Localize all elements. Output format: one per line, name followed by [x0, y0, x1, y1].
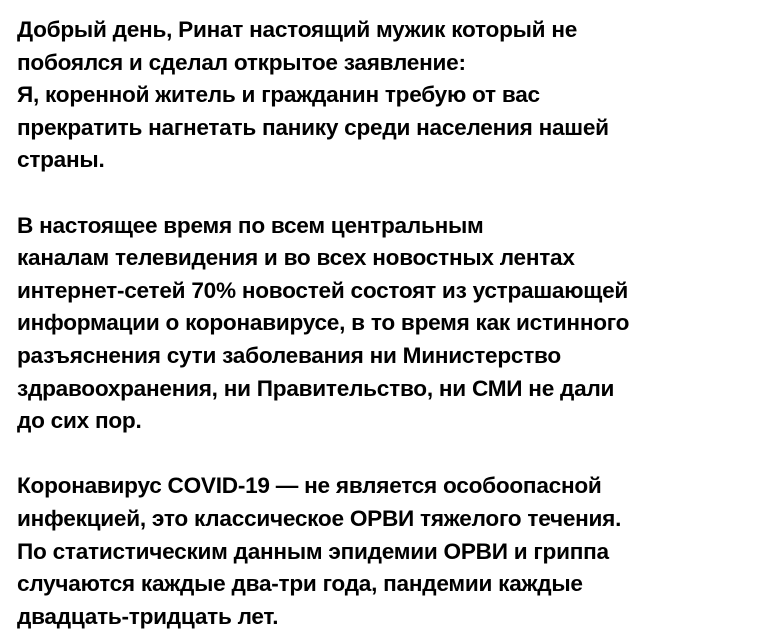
- text-line: По статистическим данным эпидемии ОРВИ и гриппа: [17, 538, 609, 564]
- text-line: случаются каждые два-три года, пандемии каждые: [17, 571, 583, 597]
- text-line: разъяснения сути заболевания ни Министерство: [17, 342, 561, 368]
- text-line: здравоохранения, ни Правительство, ни СМИ не дали: [17, 375, 615, 401]
- text-line: инфекцией, это классическое ОРВИ тяжелого течения.: [17, 505, 622, 531]
- text-line: прекратить нагнетать панику среди населения нашей: [17, 114, 609, 140]
- text-line: до сих пор.: [17, 408, 142, 434]
- paragraph-covid-statement: [17, 470, 769, 633]
- text-line: Коронавирус COVID-19 — не является особоопасной: [17, 473, 602, 499]
- text-line: каналам телевидения и во всех новостных лентах: [17, 245, 575, 271]
- text-line: двадцать-тридцать лет.: [17, 603, 279, 629]
- text-line: интернет-сетей 70% новостей состоят из устрашающей: [17, 277, 629, 303]
- text-line: страны.: [17, 147, 105, 173]
- text-line: побоялся и сделал открытое заявление:: [17, 49, 466, 75]
- paragraph-greeting: [17, 14, 769, 177]
- text-line: Добрый день, Ринат настоящий мужик который не: [17, 17, 578, 42]
- text-line: В настоящее время по всем центральным: [17, 212, 484, 238]
- text-line: информации о коронавирусе, в то время как истинного: [17, 310, 630, 336]
- text-line: Я, коренной житель и гражданин требую от вас: [17, 82, 540, 108]
- paragraph-media-coverage: [17, 210, 769, 438]
